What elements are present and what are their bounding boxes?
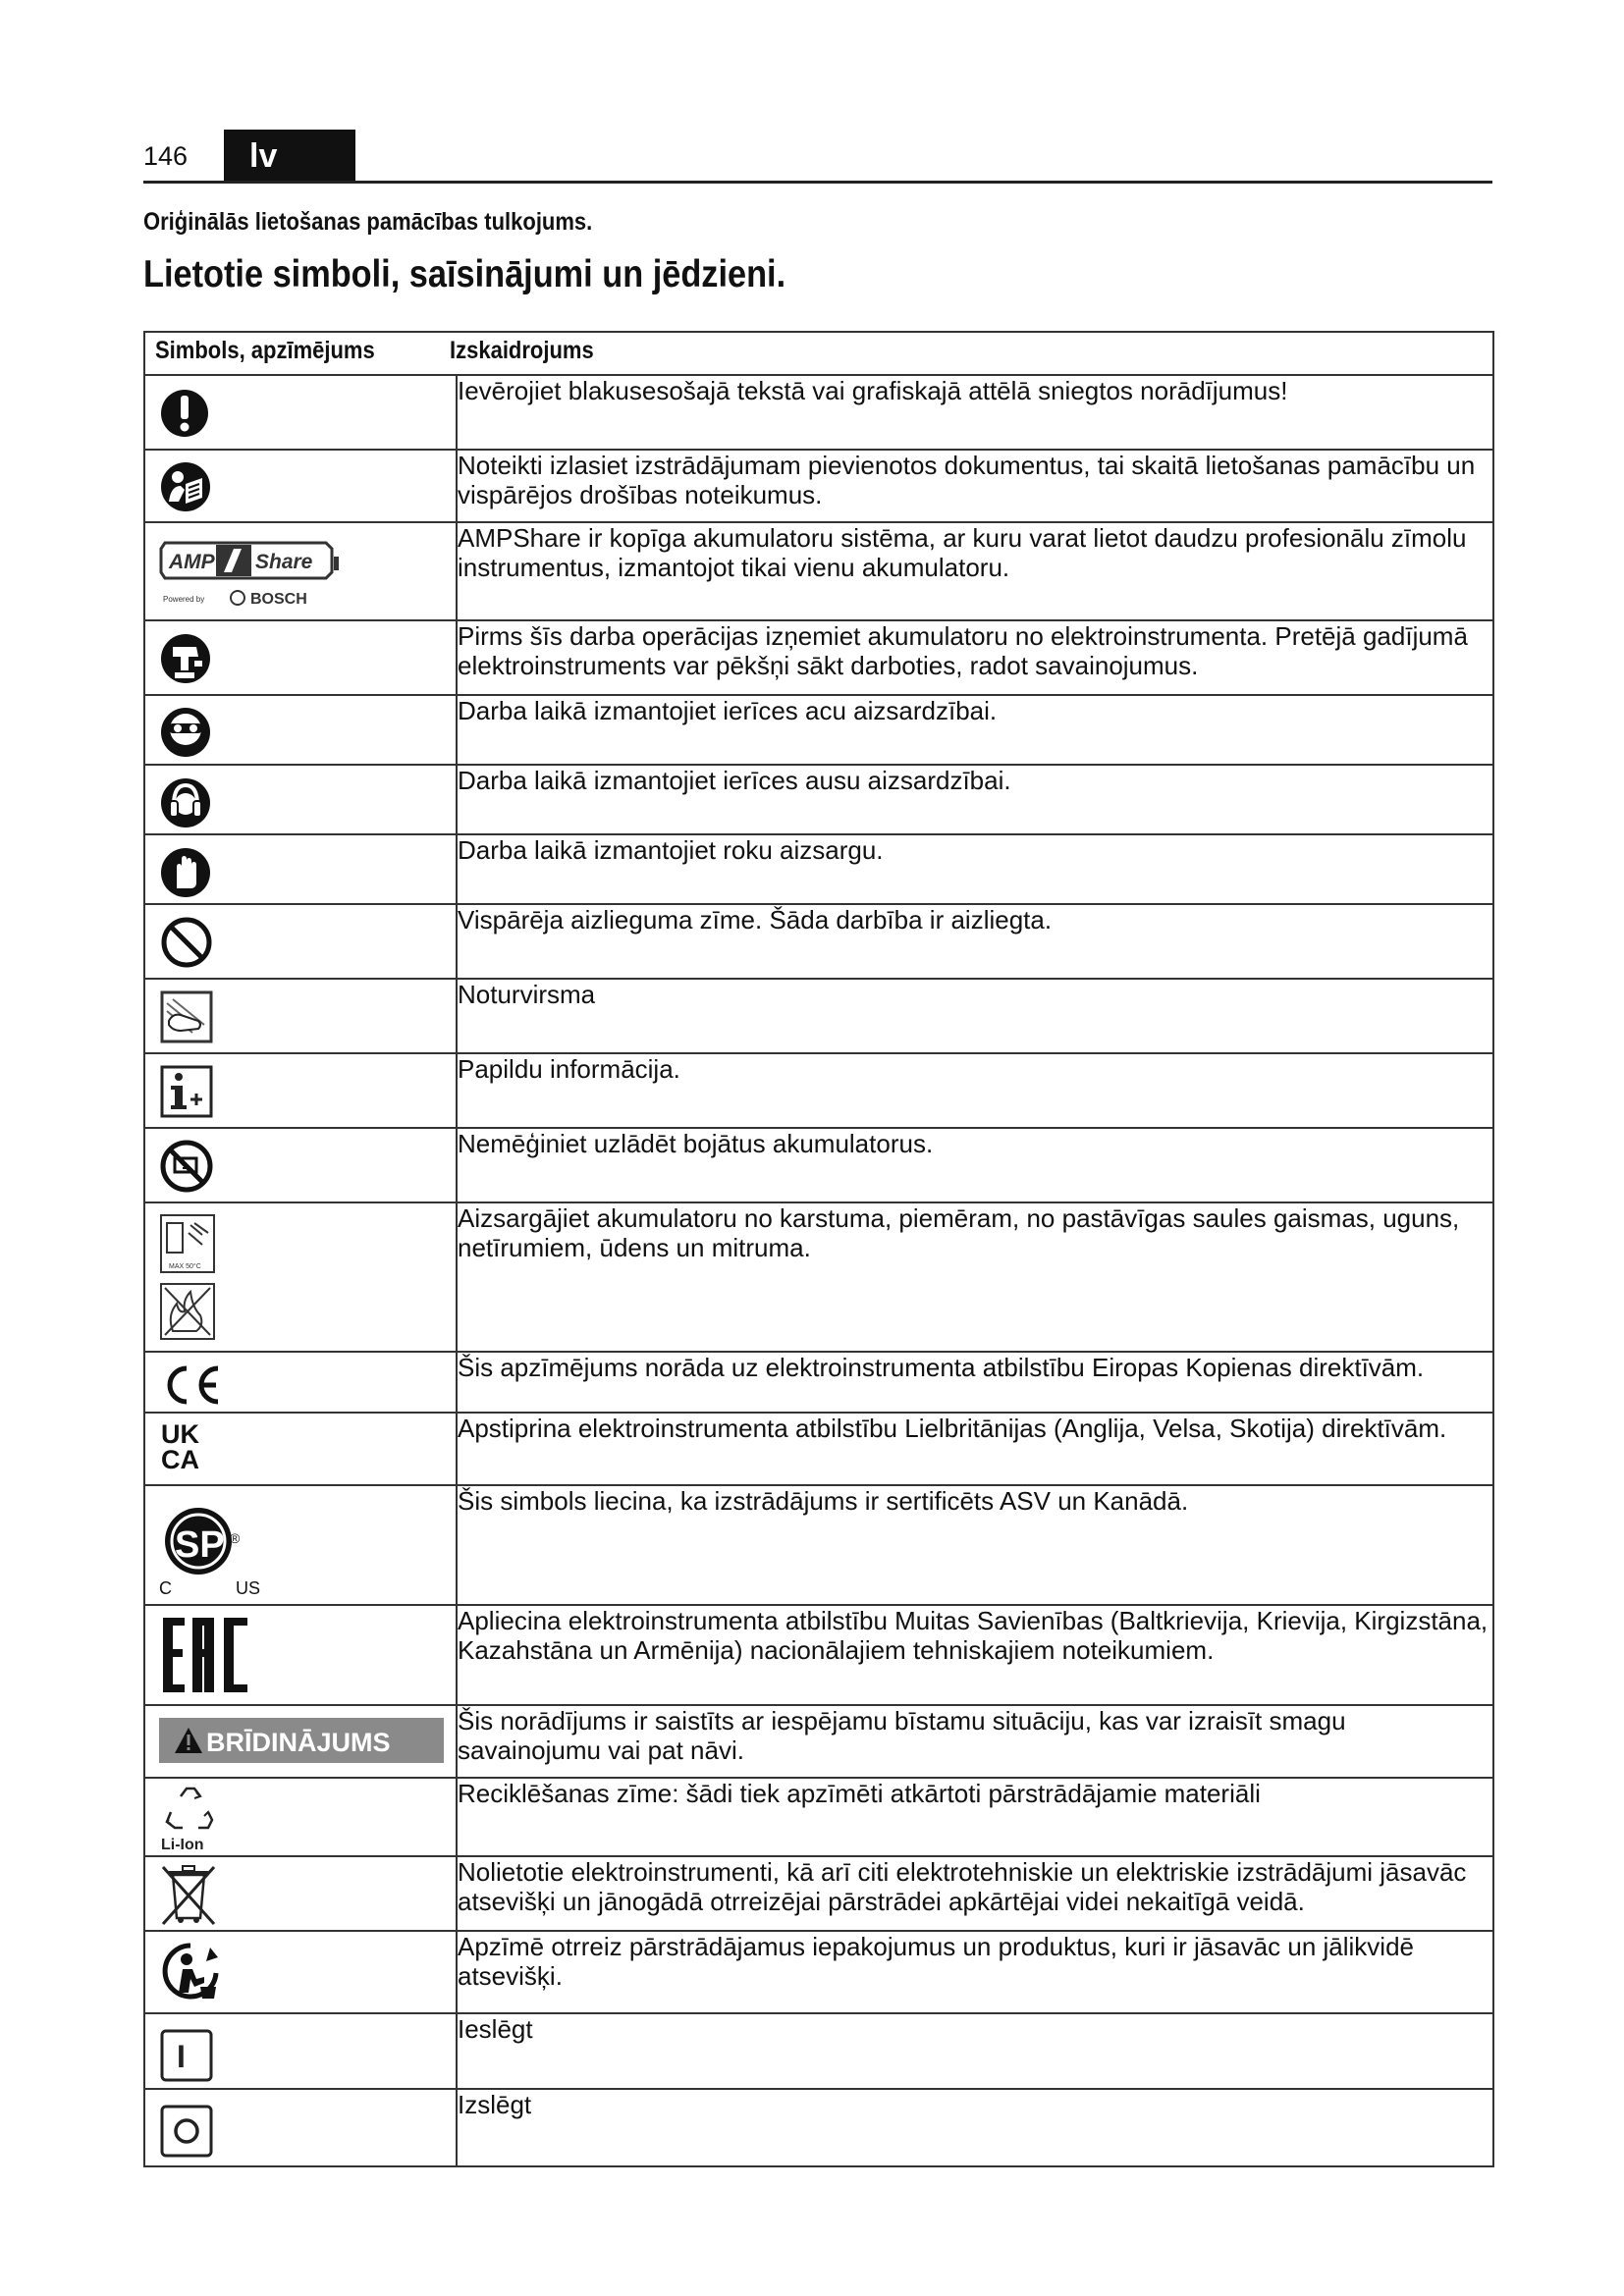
row-text: AMPShare ir kopīga akumulatoru sistēma, ar kuru varat lietot daudzu profesionālu zīmolu instrumentus, izmantojot tikai vienu akumulatoru.	[457, 522, 1493, 620]
table-row	[144, 1128, 1493, 1202]
row-text: Šis simbols liecina, ka izstrādājums ir sertificēts ASV un Kanādā.	[457, 1485, 1493, 1605]
ukca-mark-icon	[159, 1419, 208, 1474]
row-text: Darba laikā izmantojiet ierīces acu aizsardzībai.	[457, 695, 1493, 765]
table-row	[144, 765, 1493, 834]
warning-exclamation-icon	[159, 386, 210, 441]
row-text: Apzīmē otrreiz pārstrādājamus iepakojumus un produktus, kuri ir jāsavāc un jālikvidē atsevišķi.	[457, 1931, 1493, 2013]
ear-protection-icon	[159, 775, 212, 830]
ampshare-logo-icon	[159, 533, 341, 612]
svg-text:BRĪDINĀJUMS: BRĪDINĀJUMS	[206, 1728, 391, 1757]
csa-mark-icon	[159, 1492, 267, 1598]
switch-off-icon	[159, 2104, 214, 2159]
table-row	[144, 1202, 1493, 1352]
hand-protection-icon	[159, 845, 212, 900]
grip-surface-icon	[159, 989, 214, 1044]
svg-text:®: ®	[230, 1530, 241, 1546]
table-row	[144, 979, 1493, 1053]
svg-text:I: I	[177, 2039, 186, 2074]
row-text: Darba laikā izmantojiet ierīces ausu aizsardzībai.	[457, 765, 1493, 834]
language-tab: lv	[224, 130, 355, 181]
row-text: Ieslēgt	[457, 2013, 1493, 2089]
no-charge-damaged-battery-icon	[159, 1139, 214, 1194]
table-row	[144, 1856, 1493, 1931]
page-header	[143, 130, 1492, 184]
table-row	[144, 1352, 1493, 1413]
row-text: Papildu informācija.	[457, 1053, 1493, 1128]
prohibition-icon	[159, 915, 214, 970]
row-text: Nolietotie elektroinstrumenti, kā arī citi elektrotehniskie un elektriskie izstrādājumi jāsavāc atsevišķi un jānogādā otrreizējai pārstrādei apkārtējai videi nekaitīgā veidā.	[457, 1856, 1493, 1931]
table-row	[144, 522, 1493, 620]
recycling-li-ion-icon	[159, 1785, 222, 1853]
table-row	[144, 375, 1493, 450]
table-row	[144, 1053, 1493, 1128]
table-row	[144, 1605, 1493, 1705]
row-text: Šis norādījums ir saistīts ar iespējamu bīstamu situāciju, kas var izraisīt smagu savainojumu vai pat nāvi.	[457, 1705, 1493, 1778]
row-text: Noturvirsma	[457, 979, 1493, 1053]
table-row	[144, 2089, 1493, 2166]
table-row	[144, 834, 1493, 904]
svg-text:BOSCH: BOSCH	[250, 591, 307, 608]
row-text: Vispārēja aizlieguma zīme. Šāda darbība ir aizliegta.	[457, 904, 1493, 979]
symbols-table	[143, 331, 1494, 2167]
table-row	[144, 620, 1493, 695]
warning-banner-icon	[159, 1718, 444, 1763]
svg-text:Share: Share	[255, 551, 313, 573]
info-plus-icon	[159, 1064, 214, 1119]
table-row	[144, 1413, 1493, 1485]
svg-text:Powered by: Powered by	[163, 595, 205, 604]
row-text: Darba laikā izmantojiet roku aizsargu.	[457, 834, 1493, 904]
remove-battery-icon	[159, 631, 212, 686]
svg-text:C: C	[159, 1578, 172, 1598]
table-row	[144, 1931, 1493, 2013]
document-subtitle: Oriģinālās lietošanas pamācības tulkojums.	[143, 208, 593, 236]
table-row	[144, 1778, 1493, 1856]
separate-collection-icon	[159, 1940, 224, 2004]
row-text: Nemēģiniet uzlādēt bojātus akumulatorus.	[457, 1128, 1493, 1202]
table-header-row	[144, 332, 1493, 375]
table-row	[144, 904, 1493, 979]
row-text: Ievērojiet blakusesošajā tekstā vai grafiskajā attēlā sniegtos norādījumus!	[457, 375, 1493, 450]
crossed-bin-icon	[159, 1863, 218, 1928]
read-manual-icon	[159, 460, 212, 513]
svg-text:Li-Ion: Li-Ion	[161, 1837, 204, 1853]
svg-text:AMP: AMP	[169, 551, 215, 573]
row-text: Izslēgt	[457, 2089, 1493, 2166]
ce-mark-icon	[159, 1362, 224, 1408]
battery-heat-water-icon	[159, 1213, 218, 1341]
svg-text:MAX 50°C: MAX 50°C	[169, 1263, 201, 1270]
row-text: Noteikti izlasiet izstrādājumam pievienotos dokumentus, tai skaitā lietošanas pamācību un vispārējos drošības noteikumus.	[457, 450, 1493, 522]
header-symbol: Simbols, apzīmējums	[155, 337, 375, 364]
svg-text:UK: UK	[161, 1419, 199, 1449]
row-text: Apliecina elektroinstrumenta atbilstību Muitas Savienības (Baltkrievija, Krievija, Kirgizstāna, Kazahstāna un Armēnija) nacionālajiem tehniskajiem noteikumiem.	[457, 1605, 1493, 1705]
page-number: 146	[143, 141, 189, 171]
svg-text:US: US	[236, 1578, 261, 1598]
table-row	[144, 1485, 1493, 1605]
row-text: Apstiprina elektroinstrumenta atbilstību Lielbritānijas (Anglija, Velsa, Skotija) direktīvām.	[457, 1413, 1493, 1485]
table-row	[144, 450, 1493, 522]
eac-mark-icon	[159, 1614, 253, 1696]
table-row	[144, 1705, 1493, 1778]
row-text: Pirms šīs darba operācijas izņemiet akumulatoru no elektroinstrumenta. Pretējā gadījumā elektroinstruments var pēkšņi sākt darboties, radot savainojumus.	[457, 620, 1493, 695]
row-text: Šis apzīmējums norāda uz elektroinstrumenta atbilstību Eiropas Kopienas direktīvām.	[457, 1352, 1493, 1413]
eye-protection-icon	[159, 706, 212, 759]
svg-text:SP: SP	[175, 1524, 225, 1566]
table-header	[144, 332, 1493, 375]
section-title: Lietotie simboli, saīsinājumi un jēdzieni.	[143, 253, 786, 295]
row-text: Aizsargājiet akumulatoru no karstuma, piemēram, no pastāvīgas saules gaismas, uguns, netīrumiem, ūdens un mitruma.	[457, 1202, 1493, 1352]
svg-text:CA: CA	[161, 1445, 199, 1474]
table-row	[144, 2013, 1493, 2089]
row-text: Reciklēšanas zīme: šādi tiek apzīmēti atkārtoti pārstrādājamie materiāli	[457, 1778, 1493, 1856]
header-explanation: Izskaidrojums	[450, 337, 594, 364]
table-row	[144, 695, 1493, 765]
switch-on-icon	[159, 2028, 214, 2083]
